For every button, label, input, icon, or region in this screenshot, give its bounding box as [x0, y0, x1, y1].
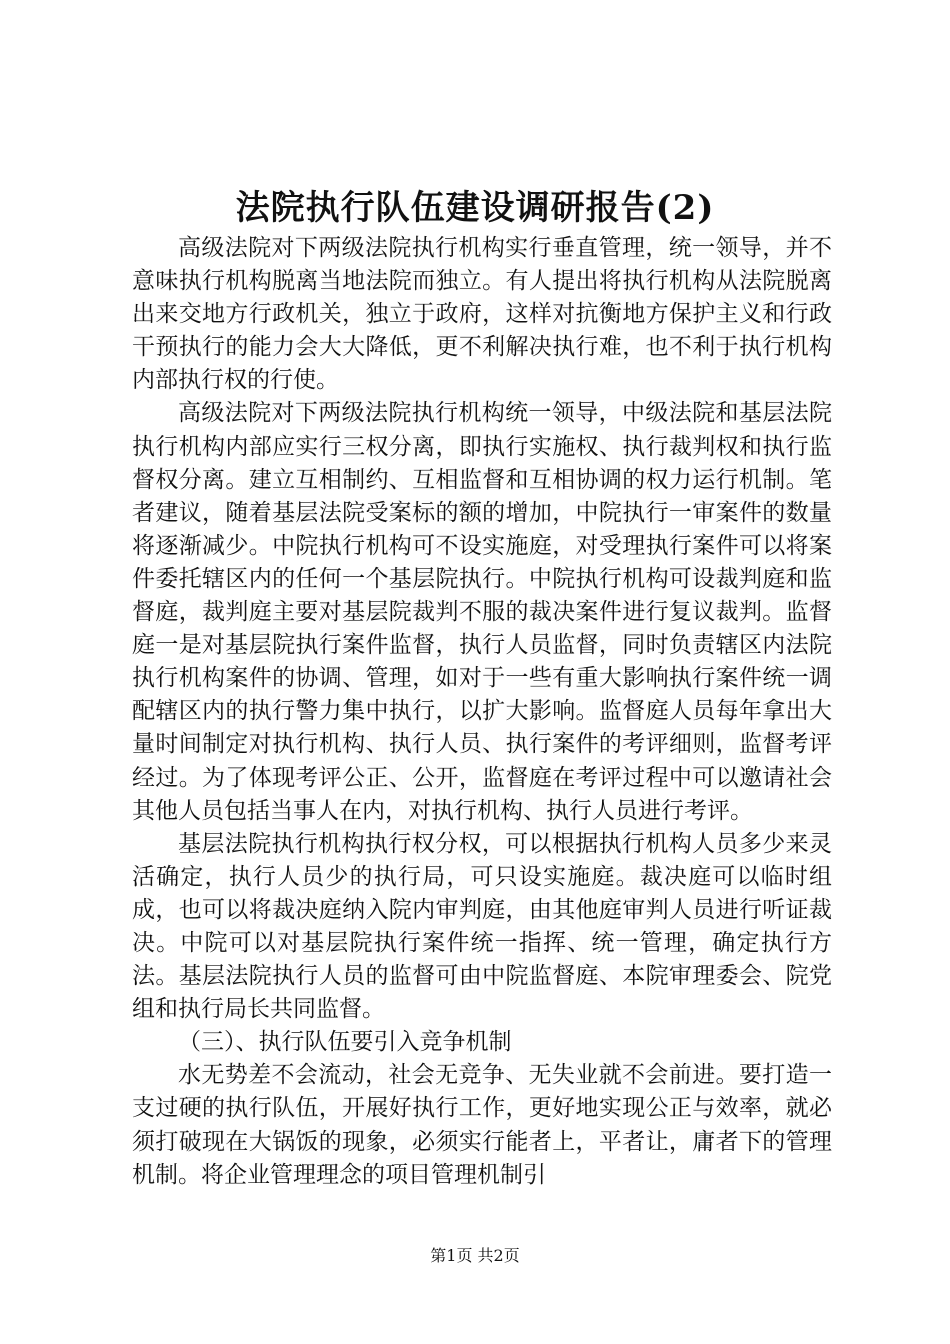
paragraph-grassroots-court: 基层法院执行机构执行权分权，可以根据执行机构人员多少来灵活确定，执行人员少的执行局，可只设实施庭。裁决庭可以临时组成，也可以将裁决庭纳入院内审判庭，由其他庭审判人员进行听证裁决。中院可以对基层院执行案件统一指挥、统一管理，确定执行方法。基层法院执行人员的监督可由中院监督庭、本院审理委会、院党组和执行局长共同监督。 [132, 830, 832, 1023]
paragraph-vertical-management: 高级法院对下两级法院执行机构实行垂直管理，统一领导，并不意味执行机构脱离当地法院而独立。有人提出将执行机构从法院脱离出来交地方行政机关，独立于政府，这样对抗衡地方保护主义和行政干预执行的能力会大大降低，更不利解决执行难，也不利于执行机构内部执行权的行使。 [132, 235, 832, 394]
document-title: 法院执行队伍建设调研报告(2) [235, 188, 715, 228]
document-body [132, 232, 832, 1192]
paragraph-competition-mechanism: 水无势差不会流动，社会无竞争、无失业就不会前进。要打造一支过硬的执行队伍，开展好执行工作，更好地实现公正与效率，就必须打破现在大锅饭的现象，必须实行能者上，平者让，庸者下的管理机制。将企业管理理念的项目管理机制引 [132, 1062, 832, 1188]
page-footer: 第1页 共2页 [430, 1246, 520, 1265]
paragraph-separation-of-powers: 高级法院对下两级法院执行机构统一领导，中级法院和基层法院执行机构内部应实行三权分离，即执行实施权、执行裁判权和执行监督权分离。建立互相制约、互相监督和互相协调的权力运行机制。笔者建议，随着基层法院受案标的额的增加，中院执行一审案件的数量将逐渐减少。中院执行机构可不设实施庭，对受理执行案件可以将案件委托辖区内的任何一个基层院执行。中院执行机构可设裁判庭和监督庭，裁判庭主要对基层院裁判不服的裁决案件进行复议裁判。监督庭一是对基层院执行案件监督，执行人员监督，同时负责辖区内法院执行机构案件的协调、管理，如对于一些有重大影响执行案件统一调配辖区内的执行警力集中执行，以扩大影响。监督庭人员每年拿出大量时间制定对执行机构、执行人员、执行案件的考评细则，监督考评经过。为了体现考评公正、公开，监督庭在考评过程中可以邀请社会其他人员包括当事人在内，对执行机构、执行人员进行考评。 [132, 400, 832, 824]
section-heading-competition: （三）、执行队伍要引入竞争机制 [178, 1029, 512, 1056]
